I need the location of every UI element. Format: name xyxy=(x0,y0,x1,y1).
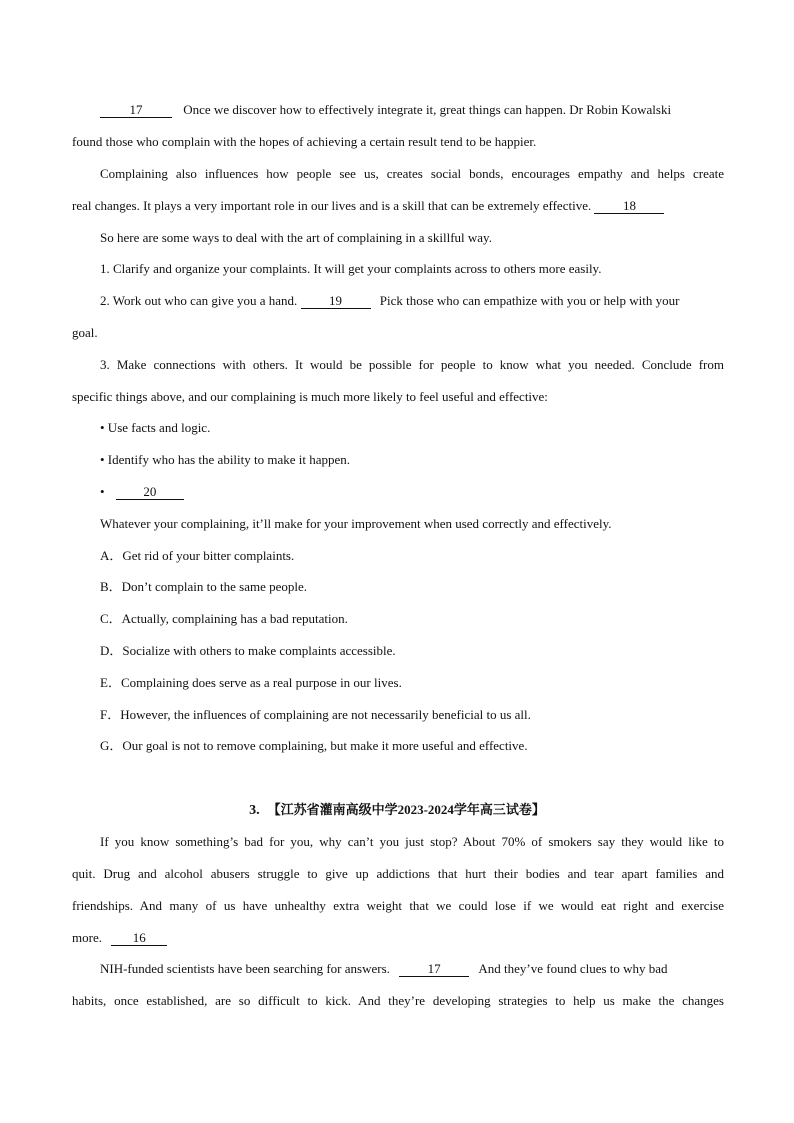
paragraph-line: found those who complain with the hopes of achieving a certain result tend to be happier. xyxy=(72,134,537,149)
paragraph-line: specific things above, and our complaining is much more likely to feel useful and effective: xyxy=(72,389,548,404)
answer-blank-16[interactable]: 16 xyxy=(111,931,167,946)
answer-blank-19[interactable]: 19 xyxy=(301,294,371,309)
text-span: 2. Work out who can give you a hand. xyxy=(100,293,298,308)
option-b: B．Don’t complain to the same people. xyxy=(100,579,307,594)
bullet-item: • Identify who has the ability to make it happen. xyxy=(100,452,351,467)
paragraph-line xyxy=(72,930,724,946)
text-span: Pick those who can empathize with you or help with your xyxy=(379,293,680,308)
paragraph-line: If you know something’s bad for you, why can’t you just stop? About 70% of smokers say they would like to xyxy=(100,834,724,849)
paragraph-line xyxy=(72,198,724,214)
paragraph-line: goal. xyxy=(72,325,98,340)
paragraph-line: So here are some ways to deal with the art of complaining in a skillful way. xyxy=(100,230,492,245)
option-g: G．Our goal is not to remove complaining, but make it more useful and effective. xyxy=(100,738,528,753)
tip-2 xyxy=(100,293,724,309)
answer-blank-18[interactable]: 18 xyxy=(594,199,664,214)
tip-1: 1. Clarify and organize your complaints. It will get your complaints across to others more easily. xyxy=(100,261,602,276)
text-span: Once we discover how to effectively integrate it, great things can happen. Dr Robin Kowalski xyxy=(183,102,672,117)
bullet-item xyxy=(100,484,752,500)
paragraph-line: quit. Drug and alcohol abusers struggle to give up addictions that hurt their bodies and tear apart families and xyxy=(72,866,724,881)
paragraph-line: habits, once established, are so difficult to kick. And they’re developing strategies to help us make the changes xyxy=(72,993,724,1008)
bullet-mark: • xyxy=(100,484,105,499)
answer-blank-20[interactable]: 20 xyxy=(116,485,184,500)
text-span: NIH-funded scientists have been searching for answers. xyxy=(100,961,390,976)
bullet-item: • Use facts and logic. xyxy=(100,420,211,435)
text-span: And they’ve found clues to why bad xyxy=(478,961,668,976)
answer-blank-17[interactable]: 17 xyxy=(399,962,469,977)
text-span: more. xyxy=(72,930,102,945)
section-title: 【江苏省灌南高级中学2023-2024学年高三试卷】 xyxy=(267,802,545,817)
option-f: F．However, the influences of complaining are not necessarily beneficial to us all. xyxy=(100,707,531,722)
paragraph-line: Whatever your complaining, it’ll make for your improvement when used correctly and effectively. xyxy=(100,516,612,531)
answer-blank-17[interactable]: 17 xyxy=(100,103,172,118)
paragraph-line xyxy=(100,102,724,118)
paragraph-line: Complaining also influences how people see us, creates social bonds, encourages empathy and helps create xyxy=(100,166,724,181)
option-d: D．Socialize with others to make complaints accessible. xyxy=(100,643,396,658)
tip-3: 3. Make connections with others. It would be possible for people to know what you needed. Conclude from xyxy=(100,357,724,372)
option-c: C．Actually, complaining has a bad reputation. xyxy=(100,611,348,626)
section-heading xyxy=(0,802,794,819)
paragraph-line: friendships. And many of us have unhealthy extra weight that we could lose if we would eat right and exercise xyxy=(72,898,724,913)
option-e: E．Complaining does serve as a real purpose in our lives. xyxy=(100,675,402,690)
option-a: A．Get rid of your bitter complaints. xyxy=(100,548,295,563)
paragraph-line xyxy=(100,961,724,977)
text-span: real changes. It plays a very important role in our lives and is a skill that can be extremely effective. xyxy=(72,198,592,213)
section-number: 3. xyxy=(249,803,260,818)
